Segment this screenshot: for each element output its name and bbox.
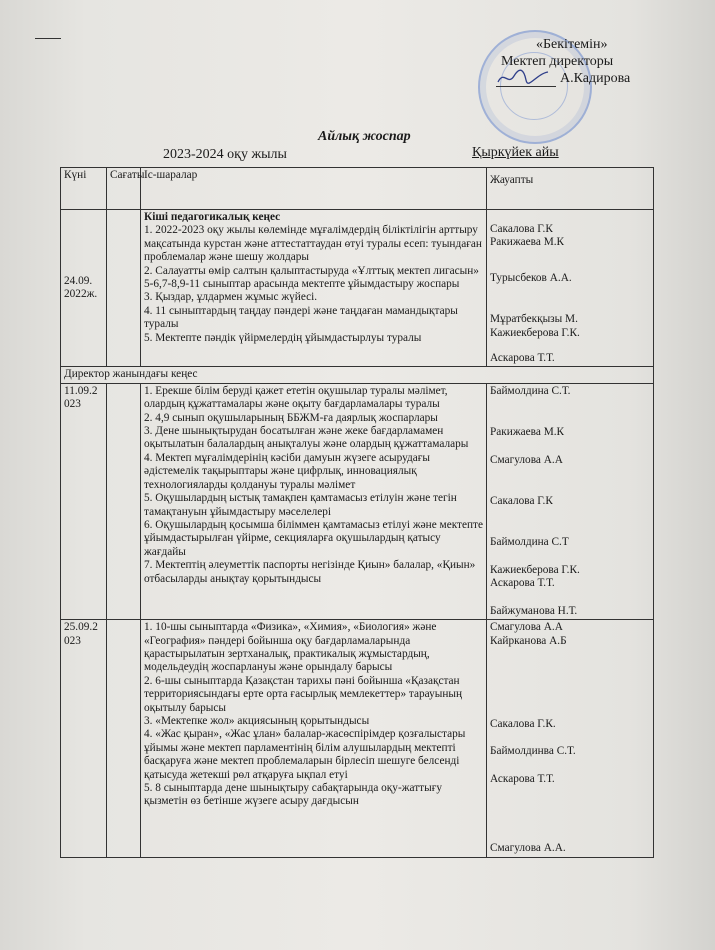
- row-responsible: [487, 210, 654, 367]
- responsible-name: Мұратбекқызы М.: [490, 313, 578, 326]
- responsible-name: Турысбеков А.А.: [490, 271, 572, 284]
- row-date: 11.09.2 023: [61, 383, 107, 619]
- list-item: 3. Қыздар, ұлдармен жұмыс жүйесі.: [144, 291, 318, 304]
- responsible-name: Байжуманова Н.Т.: [490, 604, 578, 617]
- table-row: [61, 210, 654, 367]
- list-item: 5. 8 сыныптарда дене шынықтыру сабақтарында оқу-жаттығу қызметін өз бетінше жүзеге асыру дағдысын: [144, 781, 442, 808]
- page-title: Айлық жоспар: [318, 129, 411, 144]
- list-item: 4. «Жас қыран», «Жас ұлан» балалар-жасөспірімдер қозғалыстары ұйымы және мектеп парламентінің білім алушылардың мектепті басқаруға және мектеп проблемаларын бірлесіп шешуге белсенді қатысуда жетекші рөл атқаруға ықпал етуі: [144, 728, 466, 781]
- list-item: 2. Салауатты өмір салтын қалыптастыруда «Ұлттық мектеп лигасын» 5-6,7-8,9-11 сыныптар арасында мектепте ұйымдастыру жоспары: [144, 264, 479, 291]
- header-activities: Іс-шаралар: [141, 168, 487, 210]
- academic-year: 2023-2024 оқу жылы: [163, 147, 287, 162]
- list-item: 1. Ерекше білім беруді қажет ететін оқушылар туралы мәлімет, олардың құжаттамалары және оқыту бағдарламалары туралы: [144, 384, 448, 411]
- table-row: [61, 383, 654, 619]
- responsible-name: Смагулова А.А.: [490, 842, 566, 855]
- responsible-name: Баймолдинва С.Т.: [490, 745, 576, 758]
- responsible-name: Ракижаева М.К: [490, 426, 565, 439]
- list-item: 3. Дене шынықтырудан босатылған және жеке бағдарламамен оқытылатын балалардың анықталуы және олардың құжаттамалары: [144, 425, 469, 451]
- responsible-name: Сакалова Г.К: [490, 495, 553, 508]
- signature-icon: [496, 66, 550, 88]
- row-date: 25.09.2 023: [61, 620, 107, 857]
- list-item: 2. 6-шы сыныптарда Қазақстан тарихы пәні бойынша «Қазақстан территориясындағы ерте орта ғасырлық мемлекеттер» тарауының оқытылу барысы: [144, 674, 463, 714]
- list-item: 2. 4,9 сынып оқушыларының ББЖМ-ға даярлық жоспарлары: [144, 411, 438, 424]
- list-item: 5. Мектепте пәндік үйірмелердің ұйымдастырлуы туралы: [144, 331, 422, 344]
- row-responsible: [487, 620, 654, 857]
- director-name: А.Кадирова: [560, 71, 631, 86]
- list-item: 4. Мектеп мұғалімдерінің кәсіби дамуын жүзеге асырудағы әдістемелік тақырыптары және цифрлық, инновациялық технологияларды қолдануы туралы мәлімет: [144, 451, 431, 491]
- responsible-name: Аскарова Т.Т.: [490, 352, 555, 365]
- responsible-name: Аскарова Т.Т.: [490, 772, 555, 785]
- responsible-name: Кажиекберова Г.К.: [490, 326, 580, 339]
- row-date: 24.09. 2022ж.: [61, 210, 107, 367]
- section-row: [61, 367, 654, 383]
- plan-table: [60, 167, 654, 858]
- responsible-name: Сакалова Г.К.: [490, 717, 556, 730]
- responsible-name: Смагулова А.А: [490, 621, 563, 634]
- table-header-row: [61, 168, 654, 210]
- responsible-name: Аскарова Т.Т.: [490, 577, 555, 590]
- list-item: 3. «Мектепке жол» акциясының қорытындысы: [144, 714, 370, 727]
- table-row: [61, 620, 654, 857]
- month-label: Қыркүйек айы: [472, 145, 559, 160]
- responsible-name: Ракижаева М.К: [490, 236, 565, 249]
- corner-mark: [35, 38, 61, 39]
- approval-line-1: «Бекітемін»: [536, 37, 608, 52]
- row-heading: Кіші педагогикалық кеңес: [144, 211, 281, 223]
- list-item: 6. Оқушылардың қосымша біліммен қамтамасыз етілуі және мектепте ұйымдастырылған үйірме, секцияларға оқушылардың қатысу жағдайы: [144, 518, 484, 558]
- responsible-name: Кайрканова А.Б: [490, 634, 567, 647]
- responsible-name: Баймолдина С.Т.: [490, 384, 571, 397]
- row-time: [107, 620, 141, 857]
- row-activities: [141, 620, 487, 857]
- approval-line-2: Мектеп директоры: [501, 54, 614, 69]
- list-item: 7. Мектептің әлеуметтік паспорты негізінде Қиын» балалар, «Қиын» отбасыларды анықтау қорытындысы: [144, 559, 476, 585]
- row-time: [107, 383, 141, 619]
- header-time: Сағаты: [107, 168, 141, 210]
- row-responsible: [487, 383, 654, 619]
- list-item: 5. Оқушылардың ыстық тамақпен қамтамасыз етілуін және тегін тамақтануын ұйымдастыру мәселелері: [144, 492, 457, 518]
- responsible-name: Сакалова Г.К: [490, 223, 553, 235]
- list-item: 1. 10-шы сыныптарда «Физика», «Химия», «Биология» және «География» пәндері бойынша оқу бағдарламаларында қарастырылатын зертханалық, практикалық жұмыстардың, модельдеудің жоспарлануы және орындалу барысы: [144, 621, 437, 674]
- responsible-name: Смагулова А.А: [490, 453, 563, 466]
- row-activities: [141, 210, 487, 367]
- header-date: Күні: [61, 168, 107, 210]
- header-responsible: Жауапты: [487, 168, 654, 210]
- section-heading: Директор жанындағы кеңес: [61, 367, 654, 383]
- row-time: [107, 210, 141, 367]
- list-item: 4. 11 сыныптардың таңдау пәндері және таңдаған мамандықтары туралы: [144, 304, 458, 331]
- responsible-name: Кажиекберова Г.К.: [490, 563, 580, 576]
- responsible-name: Баймолдина С.Т: [490, 536, 569, 549]
- list-item: 1. 2022-2023 оқу жылы көлемінде мұғалімдердің біліктілігін арттыру мақсатында курстан және аттестаттаудан өтуі туралы есеп: туындаған проблемалар және шешу жолдары: [144, 224, 482, 264]
- row-activities: [141, 383, 487, 619]
